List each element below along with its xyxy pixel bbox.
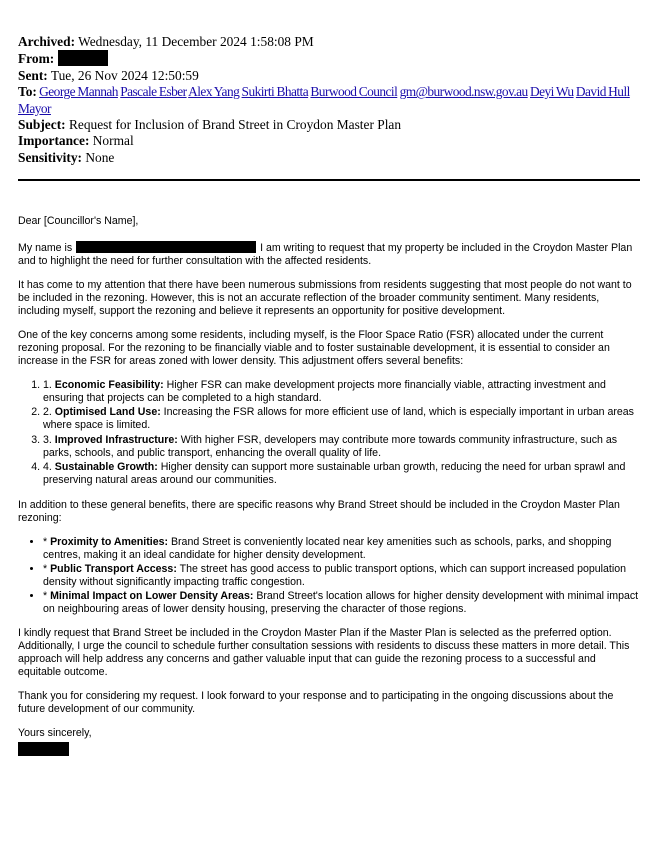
sensitivity-label: Sensitivity: xyxy=(18,149,82,165)
list-item xyxy=(43,434,640,460)
recipient-link[interactable]: David Hull xyxy=(575,84,630,100)
item-title: Proximity to Amenities: xyxy=(50,535,169,548)
sensitivity-value: None xyxy=(85,149,115,165)
list-item xyxy=(43,590,640,616)
signature xyxy=(18,742,640,757)
from-label: From: xyxy=(18,51,55,67)
email-header xyxy=(18,34,640,166)
item-title: Optimised Land Use: xyxy=(54,406,161,419)
archived-line xyxy=(18,34,640,50)
subject-line xyxy=(18,117,640,133)
list-item xyxy=(43,536,640,562)
recipient-link[interactable]: Sukirti Bhatta xyxy=(241,84,309,100)
intro-after: I am writing to request that my property be included in the Croydon Master Plan and to highlight the need for further consultation with the affected residents. xyxy=(18,242,633,268)
item-number: 4. xyxy=(43,460,55,473)
item-title: Economic Feasibility: xyxy=(54,379,164,392)
sensitivity-line xyxy=(18,150,640,166)
reasons-list xyxy=(18,536,640,616)
recipient-link[interactable]: Mayor xyxy=(18,100,51,116)
email-page xyxy=(18,34,640,757)
email-body xyxy=(18,215,640,757)
redacted-signature xyxy=(18,742,69,756)
item-title: Public Transport Access: xyxy=(50,562,177,575)
item-number: 1. xyxy=(43,379,55,392)
redacted-sender xyxy=(58,50,108,66)
item-text: With higher FSR, developers may contribute more towards community infrastructure, such as parks, schools, and public transport, enhancing the overall quality of life. xyxy=(43,433,618,459)
item-title: Sustainable Growth: xyxy=(54,460,158,473)
subject-label: Subject: xyxy=(18,117,66,133)
importance-line xyxy=(18,133,640,149)
closing: Yours sincerely, xyxy=(18,726,92,739)
intro-paragraph xyxy=(18,241,640,268)
sent-value: Tue, 26 Nov 2024 12:50:59 xyxy=(50,67,199,83)
archived-label: Archived: xyxy=(18,34,76,49)
to-label: To: xyxy=(18,84,37,100)
item-number: 3. xyxy=(43,433,55,446)
item-text: Higher FSR can make development projects more financially viable, attracting investment and ensuring that projects can be completed to a high standard. xyxy=(43,379,606,405)
header-divider xyxy=(18,179,640,181)
list-item xyxy=(43,406,640,432)
paragraph-community-sentiment: It has come to my attention that there have been numerous submissions from residents suggesting that most people do not want to be included in the rezoning. However, this is not an accurate reflection of the broader community sentiment. Many residents, including myself, support the rezoning and believe it represents an opportunity for positive development. xyxy=(18,279,632,318)
item-text: Higher density can support more sustainable urban growth, reducing the need for urban sprawl and preserving natural areas around our communities. xyxy=(43,460,626,486)
importance-label: Importance: xyxy=(18,133,90,149)
redacted-name xyxy=(76,241,256,253)
recipient-link[interactable]: Alex Yang xyxy=(188,84,240,100)
list-item xyxy=(43,461,640,487)
subject-value: Request for Inclusion of Brand Street in Croydon Master Plan xyxy=(68,117,402,133)
sent-label: Sent: xyxy=(18,67,48,83)
benefits-list xyxy=(18,379,640,487)
recipient-link[interactable]: Pascale Esber xyxy=(120,84,187,100)
item-text: The street has good access to public transport options, which can support increased population density without significantly impacting traffic congestion. xyxy=(43,562,626,588)
paragraph-fsr-concerns: One of the key concerns among some residents, including myself, is the Floor Space Ratio (FSR) allocated under the current rezoning proposal. For the rezoning to be financially viable and to foster sustainable development, it is essential to consider an increase in the FSR for areas zoned with lower density. This adjustment offers several benefits: xyxy=(18,329,610,368)
greeting: Dear [Councillor's Name], xyxy=(18,215,139,228)
archived-value: Wednesday, 11 December 2024 1:58:08 PM xyxy=(78,34,314,49)
list-item xyxy=(43,563,640,589)
recipient-link[interactable]: Burwood Council xyxy=(310,84,398,100)
item-text: Brand Street is conveniently located near key amenities such as schools, parks, and shopping centres, making it an ideal candidate for higher density development. xyxy=(43,535,612,561)
item-star: * xyxy=(43,589,51,602)
item-text: Increasing the FSR allows for more efficient use of land, which is especially important in urban areas where space is limited. xyxy=(43,406,634,432)
item-star: * xyxy=(43,535,51,548)
from-line xyxy=(18,50,640,67)
paragraph-specific-reasons: In addition to these general benefits, there are specific reasons why Brand Street should be included in the Croydon Master Plan rezoning: xyxy=(18,498,620,524)
recipient-link[interactable]: gm@burwood.nsw.gov.au xyxy=(399,84,528,100)
item-number: 2. xyxy=(43,406,55,419)
recipient-link[interactable]: Deyi Wu xyxy=(530,84,574,100)
paragraph-request: I kindly request that Brand Street be included in the Croydon Master Plan if the Master Plan is selected as the preferred option. Additionally, I urge the council to schedule further consultation sessions with residents to discuss these matters in more detail. This approach will help address any concerns and gather valuable input that can guide the rezoning process to a successful and equitable outcome. xyxy=(18,626,630,678)
item-star: * xyxy=(43,562,51,575)
list-item xyxy=(43,379,640,405)
item-text: Brand Street's location allows for higher density development with minimal impact on neighbouring areas of lower density housing, preserving the character of those regions. xyxy=(43,589,639,615)
intro-before: My name is xyxy=(18,242,73,255)
recipient-link[interactable]: George Mannah xyxy=(39,84,118,100)
paragraph-thanks: Thank you for considering my request. I look forward to your response and to participating in the ongoing discussions about the future development of our community. xyxy=(18,689,614,715)
item-title: Minimal Impact on Lower Density Areas: xyxy=(50,589,254,602)
sent-line xyxy=(18,68,640,84)
item-title: Improved Infrastructure: xyxy=(54,433,178,446)
to-line xyxy=(18,84,640,117)
importance-value: Normal xyxy=(92,133,134,149)
